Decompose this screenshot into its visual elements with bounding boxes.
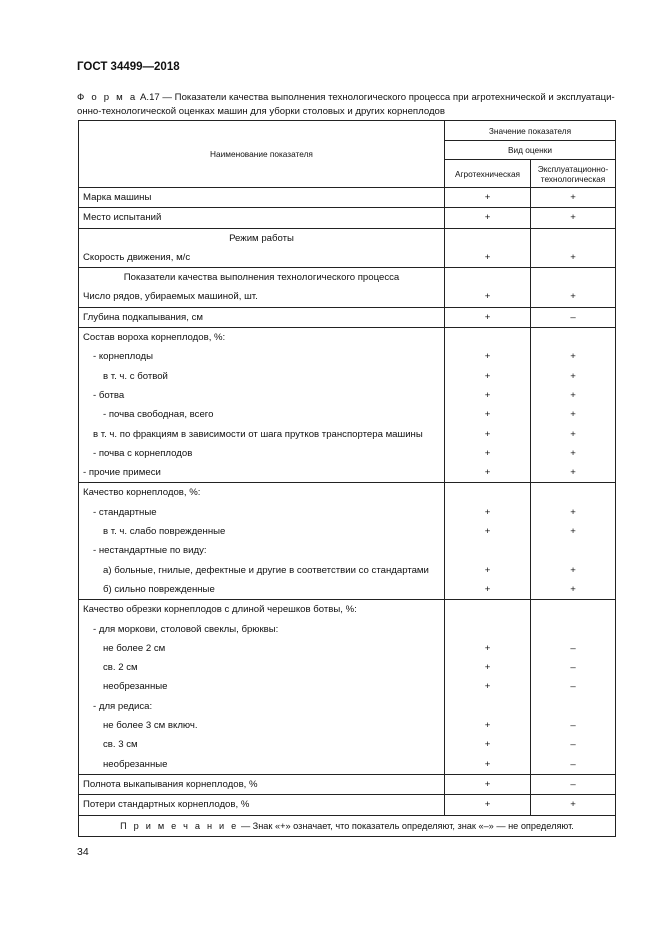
indicator-cell <box>79 208 445 228</box>
indicator-cell <box>79 795 445 815</box>
expl-mark: – <box>570 720 576 732</box>
indicator-label: - нестандартные по виду: <box>93 545 207 557</box>
indicator-label: - для моркови, столовой свеклы, брюквы: <box>93 623 279 635</box>
expl-mark <box>531 328 615 347</box>
agro-mark: + <box>484 311 491 323</box>
agrotechnical-cell <box>445 795 531 815</box>
header-evaluation-type: Вид оценки <box>445 141 616 160</box>
agrotechnical-cell <box>445 774 531 794</box>
header-agrotechnical: Агротехническая <box>445 160 531 188</box>
indicator-cell <box>79 228 445 268</box>
indicator-label: - прочие примеси <box>83 467 161 479</box>
indicator-label: Марка машины <box>83 192 152 203</box>
indicator-label: Потери стандартных корнеплодов, % <box>83 799 250 811</box>
agrotechnical-cell <box>445 328 531 483</box>
indicator-cell <box>79 268 445 308</box>
indicator-label: Глубина подкапывания, см <box>83 311 203 323</box>
agrotechnical-cell <box>445 307 531 327</box>
agro-mark: + <box>484 467 491 479</box>
expl-mark: + <box>570 506 576 518</box>
expl-mark: + <box>570 291 576 303</box>
agro-mark: + <box>484 799 491 811</box>
indicator-label: необрезанные <box>103 758 168 770</box>
table-row <box>79 307 616 327</box>
indicator-label: Скорость движения, м/с <box>83 251 191 263</box>
indicator-label: в т. ч. по фракциям в зависимости от шага прутков транспортера машины <box>93 428 423 440</box>
expl-mark: + <box>570 409 576 421</box>
agro-mark <box>445 268 530 287</box>
table-row <box>79 483 616 600</box>
table-row <box>79 600 616 775</box>
expl-mark <box>531 697 615 716</box>
agro-mark: + <box>484 428 491 440</box>
agro-mark: + <box>484 389 491 401</box>
operational-cell <box>531 208 616 228</box>
indicator-label: Качество обрезки корнеплодов с длиной черешков ботвы, %: <box>83 604 357 616</box>
table-row <box>79 208 616 228</box>
expl-mark: – <box>570 642 576 654</box>
indicator-label: - почва свободная, всего <box>103 409 214 421</box>
expl-mark: – <box>570 778 576 790</box>
note-word: П р и м е ч а н и е <box>120 820 239 831</box>
indicator-cell <box>79 307 445 327</box>
indicator-label: - ботва <box>93 389 125 401</box>
expl-mark <box>531 600 615 619</box>
indicator-label: а) больные, гнилые, дефектные и другие в соответствии со стандартами <box>103 564 429 576</box>
header-operational-line-2: технологическая <box>540 173 606 184</box>
agro-mark: + <box>484 212 491 224</box>
expl-mark <box>531 620 615 639</box>
agro-mark <box>445 328 530 347</box>
operational-cell <box>531 228 616 268</box>
indicator-label: Режим работы <box>229 232 294 244</box>
agro-mark: + <box>484 662 491 674</box>
table-row <box>79 188 616 208</box>
indicator-label: необрезанные <box>103 681 168 693</box>
table-body <box>79 188 616 816</box>
expl-mark: + <box>570 447 576 459</box>
agro-mark: + <box>484 564 491 576</box>
table-row <box>79 795 616 815</box>
operational-cell <box>531 328 616 483</box>
expl-mark: + <box>570 251 576 263</box>
caption-line-2: онно-технологической оценках машин для уборки столовых и других корнеплодов <box>77 106 445 117</box>
expl-mark: + <box>570 428 576 440</box>
expl-mark <box>531 229 615 248</box>
agro-mark: + <box>484 681 491 693</box>
form-caption <box>77 91 617 119</box>
agro-mark <box>445 620 530 639</box>
agro-mark <box>445 229 530 248</box>
expl-mark: – <box>570 311 576 323</box>
indicator-label: Место испытаний <box>83 212 162 224</box>
agro-mark <box>445 697 530 716</box>
expl-mark: + <box>570 564 576 576</box>
indicator-cell <box>79 483 445 600</box>
agro-mark: + <box>484 583 491 595</box>
indicator-label: не более 2 см <box>103 642 166 654</box>
indicator-label: - корнеплоды <box>93 351 153 363</box>
caption-line-1: А.17 — Показатели качества выполнения технологического процесса при агротехнической и эксплуатаци- <box>137 92 615 103</box>
expl-mark: – <box>570 662 576 674</box>
agrotechnical-cell <box>445 600 531 775</box>
indicator-label: - для редиса: <box>93 700 153 712</box>
operational-cell <box>531 268 616 308</box>
operational-cell <box>531 774 616 794</box>
indicator-cell <box>79 600 445 775</box>
operational-cell <box>531 188 616 208</box>
indicator-cell <box>79 774 445 794</box>
operational-cell <box>531 307 616 327</box>
agro-mark <box>445 483 530 502</box>
expl-mark: – <box>570 739 576 751</box>
expl-mark <box>531 541 615 560</box>
indicator-label: б) сильно поврежденные <box>103 583 215 595</box>
expl-mark: + <box>570 370 576 382</box>
agro-mark: + <box>484 409 491 421</box>
indicator-label: св. 3 см <box>103 739 138 751</box>
expl-mark: + <box>570 351 576 363</box>
agro-mark: + <box>484 370 491 382</box>
indicator-label: - почва с корнеплодов <box>93 447 193 459</box>
expl-mark: + <box>570 583 576 595</box>
agro-mark: + <box>484 778 491 790</box>
agro-mark: + <box>484 192 491 203</box>
expl-mark: + <box>570 192 576 203</box>
operational-cell <box>531 483 616 600</box>
header-indicator-value: Значение показателя <box>445 121 616 141</box>
agrotechnical-cell <box>445 268 531 308</box>
agro-mark: + <box>484 526 491 538</box>
indicator-label: не более 3 см включ. <box>103 720 198 732</box>
expl-mark: – <box>570 681 576 693</box>
agro-mark <box>445 600 530 619</box>
table-row <box>79 268 616 308</box>
agro-mark <box>445 541 530 560</box>
agro-mark: + <box>484 506 491 518</box>
expl-mark <box>531 483 615 502</box>
operational-cell <box>531 795 616 815</box>
table-row <box>79 228 616 268</box>
document-code: ГОСТ 34499—2018 <box>77 61 180 73</box>
agro-mark: + <box>484 642 491 654</box>
agro-mark: + <box>484 351 491 363</box>
indicator-cell <box>79 328 445 483</box>
agrotechnical-cell <box>445 483 531 600</box>
indicator-cell <box>79 188 445 208</box>
agro-mark: + <box>484 291 491 303</box>
operational-cell <box>531 600 616 775</box>
indicator-label: в т. ч. с ботвой <box>103 370 168 382</box>
indicator-label: Качество корнеплодов, %: <box>83 487 201 499</box>
agro-mark: + <box>484 758 491 770</box>
indicators-table <box>78 120 616 837</box>
agrotechnical-cell <box>445 188 531 208</box>
agro-mark: + <box>484 447 491 459</box>
agrotechnical-cell <box>445 208 531 228</box>
header-indicator-name: Наименование показателя <box>79 121 445 188</box>
page-number: 34 <box>77 846 89 858</box>
expl-mark: + <box>570 526 576 538</box>
expl-mark: + <box>570 467 576 479</box>
expl-mark <box>531 268 615 287</box>
table-note <box>79 815 616 836</box>
note-text: — Знак «+» означает, что показатель определяют, знак «–» — не определяют. <box>238 820 574 831</box>
indicator-label: Состав вороха корнеплодов, %: <box>83 332 226 344</box>
indicator-label: Полнота выкапывания корнеплодов, % <box>83 778 258 790</box>
expl-mark: – <box>570 758 576 770</box>
agro-mark: + <box>484 251 491 263</box>
indicator-label: Показатели качества выполнения технологического процесса <box>123 272 400 284</box>
indicator-label: в т. ч. слабо поврежденные <box>103 526 226 538</box>
header-operational <box>531 160 616 188</box>
indicator-label: св. 2 см <box>103 662 138 674</box>
agro-mark: + <box>484 739 491 751</box>
table-row <box>79 774 616 794</box>
agrotechnical-cell <box>445 228 531 268</box>
expl-mark: + <box>570 212 576 224</box>
indicator-label: - стандартные <box>93 506 157 518</box>
header-operational-line-1: Эксплуатационно- <box>537 163 609 174</box>
form-word: Ф о р м а <box>77 92 138 103</box>
table-row <box>79 328 616 483</box>
agro-mark: + <box>484 720 491 732</box>
expl-mark: + <box>570 389 576 401</box>
expl-mark: + <box>570 799 576 811</box>
indicator-label: Число рядов, убираемых машиной, шт. <box>83 291 258 303</box>
